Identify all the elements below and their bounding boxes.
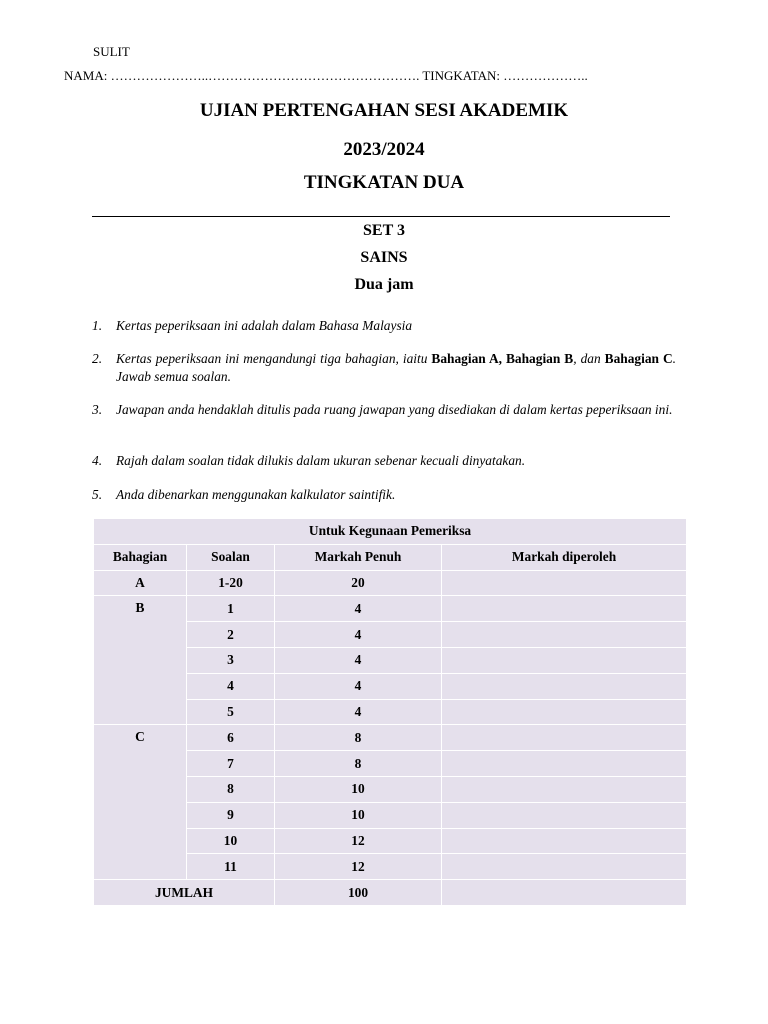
markah-diperoleh-cell[interactable] xyxy=(442,622,687,648)
instruction-text: Jawapan anda hendaklah ditulis pada ruang jawapan yang disediakan di dalam kertas peperiksaan ini. xyxy=(116,402,673,417)
soalan-cell: 1-20 xyxy=(187,570,275,596)
set-label: SET 3 xyxy=(363,222,405,239)
header-soalan: Soalan xyxy=(187,544,275,570)
markah-cell: 4 xyxy=(275,622,442,648)
instruction-number: 1. xyxy=(92,318,103,333)
instruction-item xyxy=(92,350,676,386)
subject-label: SAINS xyxy=(360,249,408,266)
markah-cell: 8 xyxy=(275,725,442,751)
markah-diperoleh-cell[interactable] xyxy=(442,828,687,854)
markah-cell: 10 xyxy=(275,802,442,828)
instruction-number: 3. xyxy=(92,402,103,417)
soalan-cell: 6 xyxy=(187,725,275,751)
instruction-bold-text: Bahagian C xyxy=(604,351,673,366)
markah-cell: 4 xyxy=(275,596,442,622)
duration-label: Dua jam xyxy=(354,276,414,293)
section-a-label: A xyxy=(94,570,187,596)
section-b-label: B xyxy=(94,596,187,725)
markah-cell: 4 xyxy=(275,673,442,699)
table-row xyxy=(94,570,687,596)
markah-diperoleh-cell[interactable] xyxy=(442,699,687,725)
instruction-number: 2. xyxy=(92,351,103,366)
soalan-cell: 1 xyxy=(187,596,275,622)
table-caption: Untuk Kegunaan Pemeriksa xyxy=(94,519,687,545)
markah-diperoleh-cell[interactable] xyxy=(442,776,687,802)
instruction-item xyxy=(92,317,676,335)
markah-diperoleh-cell[interactable] xyxy=(442,854,687,880)
table-caption-row xyxy=(94,519,687,545)
instruction-item xyxy=(92,486,676,504)
markah-cell: 10 xyxy=(275,776,442,802)
header-markah-diperoleh: Markah diperoleh xyxy=(442,544,687,570)
table-row xyxy=(94,596,687,622)
section-c-label: C xyxy=(94,725,187,880)
instruction-item xyxy=(92,452,676,470)
instruction-text: . Jawab semua soalan. xyxy=(116,351,676,384)
soalan-cell: 5 xyxy=(187,699,275,725)
soalan-cell: 2 xyxy=(187,622,275,648)
instruction-text: Anda dibenarkan menggunakan kalkulator saintifik. xyxy=(116,487,396,502)
instruction-number: 4. xyxy=(92,453,103,468)
markah-diperoleh-cell[interactable] xyxy=(442,751,687,777)
soalan-cell: 7 xyxy=(187,751,275,777)
instruction-text: Kertas peperiksaan ini adalah dalam Bahasa Malaysia xyxy=(116,318,413,333)
sulit-label: SULIT xyxy=(93,44,130,59)
instruction-text: Rajah dalam soalan tidak dilukis dalam ukuran sebenar kecuali dinyatakan. xyxy=(116,453,526,468)
table-header-row xyxy=(94,544,687,570)
name-form-line: NAMA: …………………..…………………………………………. TINGKATAN: ……………….. xyxy=(64,68,588,83)
examiner-marks-table xyxy=(93,518,687,906)
soalan-cell: 10 xyxy=(187,828,275,854)
table-row xyxy=(94,725,687,751)
markah-cell: 8 xyxy=(275,751,442,777)
markah-cell: 4 xyxy=(275,647,442,673)
exam-year: 2023/2024 xyxy=(343,139,425,160)
markah-cell: 20 xyxy=(275,570,442,596)
exam-form-level: TINGKATAN DUA xyxy=(303,172,465,193)
markah-cell: 12 xyxy=(275,854,442,880)
markah-diperoleh-cell[interactable] xyxy=(442,647,687,673)
markah-cell: 12 xyxy=(275,828,442,854)
divider-line xyxy=(92,216,670,217)
header-bahagian: Bahagian xyxy=(94,544,187,570)
soalan-cell: 8 xyxy=(187,776,275,802)
soalan-cell: 11 xyxy=(187,854,275,880)
markah-diperoleh-cell[interactable] xyxy=(442,673,687,699)
instruction-text: , dan xyxy=(573,351,605,366)
table-total-row xyxy=(94,880,687,906)
total-value: 100 xyxy=(275,880,442,906)
soalan-cell: 9 xyxy=(187,802,275,828)
markah-diperoleh-cell[interactable] xyxy=(442,802,687,828)
markah-diperoleh-cell[interactable] xyxy=(442,725,687,751)
instruction-item xyxy=(92,401,676,419)
total-diperoleh-cell[interactable] xyxy=(442,880,687,906)
header-markah-penuh: Markah Penuh xyxy=(275,544,442,570)
instruction-number: 5. xyxy=(92,487,103,502)
instruction-text: Kertas peperiksaan ini mengandungi tiga bahagian, iaitu xyxy=(116,351,432,366)
markah-diperoleh-cell[interactable] xyxy=(442,596,687,622)
soalan-cell: 3 xyxy=(187,647,275,673)
markah-diperoleh-cell[interactable] xyxy=(442,570,687,596)
markah-cell: 4 xyxy=(275,699,442,725)
exam-title: UJIAN PERTENGAHAN SESI AKADEMIK xyxy=(199,100,569,121)
total-label: JUMLAH xyxy=(94,880,275,906)
soalan-cell: 4 xyxy=(187,673,275,699)
instruction-bold-text: Bahagian A, Bahagian B xyxy=(431,351,574,366)
